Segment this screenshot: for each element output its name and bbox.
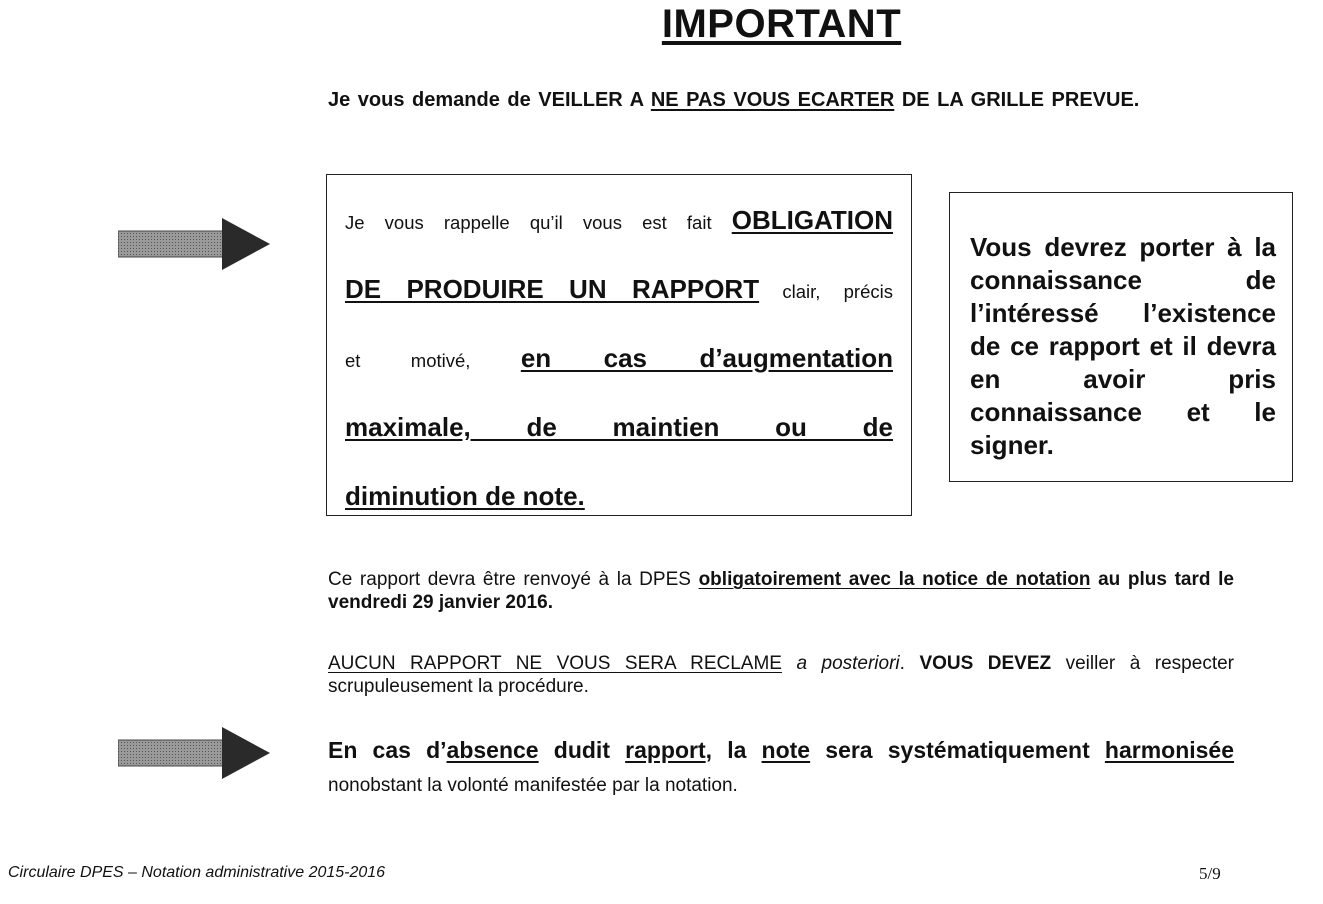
footer-document-title: Circulaire DPES – Notation administrative 2015-2016 [8,864,386,881]
harmonisation-paragraph: En cas d’absence dudit rapport, la note sera systématiquement harmonisée nonobstant la volonté manifestée par la notation. [328,737,1235,796]
page-title: IMPORTANT [661,2,902,46]
footer-page-number: 5/9 [1199,864,1221,883]
obligation-box: Je vous rappelle qu’il vous est fait OBLIGATION DE PRODUIRE UN RAPPORT clair, précis et motivé, en cas d’augmentation maximale, de maintien ou de diminution de note. [326,174,912,516]
deadline-paragraph: Ce rapport devra être renvoyé à la DPES obligatoirement avec la notice de notation au plus tard le vendredi 29 janvier 2016. [328,569,1234,613]
procedure-paragraph: AUCUN RAPPORT NE VOUS SERA RECLAME a posteriori. VOUS DEVEZ veiller à respecter scrupuleusement la procédure. [328,653,1234,697]
notice-box: Vous devrez porter à la connaissance de l’intéressé l’existence de ce rapport et il devra en avoir pris connaissance et le signer. [949,192,1293,482]
intro-paragraph: Je vous demande de VEILLER A NE PAS VOUS ECARTER DE LA GRILLE PREVUE. [328,89,1140,111]
arrow-right-icon [118,218,270,270]
arrow-right-icon [118,727,270,779]
